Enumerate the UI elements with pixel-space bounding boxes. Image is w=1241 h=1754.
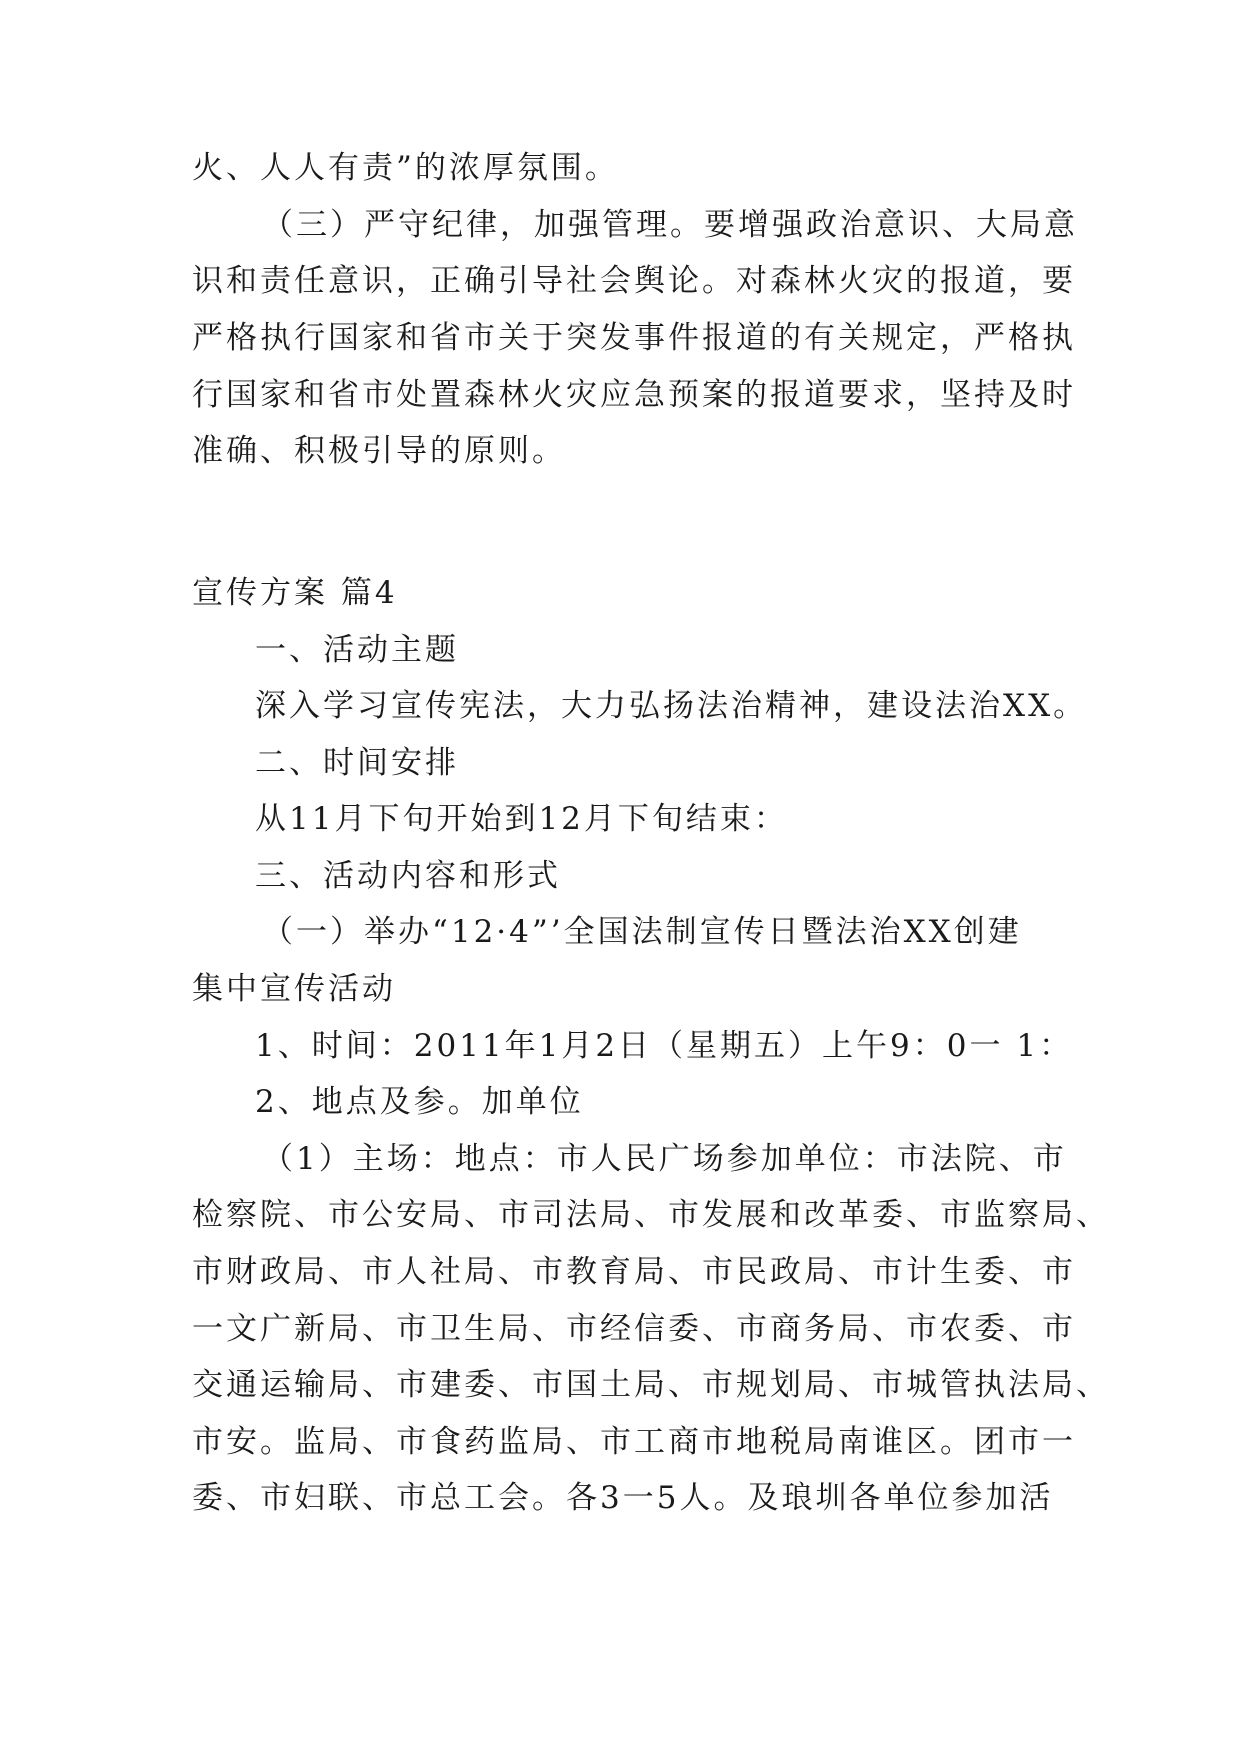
text-line: 委、市妇联、市总工会。各3一5人。及琅圳各单位参加活: [192, 1480, 1054, 1516]
text-line: 火、人人有责”的浓厚氛围。: [192, 150, 619, 186]
text-line: 准确、积极引导的原则。: [192, 433, 566, 469]
text-line: 2、地点及参。加单位: [255, 1084, 584, 1120]
text-line: 检察院、市公安局、市司法局、市发展和改革委、市监察局、: [192, 1197, 1110, 1233]
text-line: 深入学习宣传宪法，大力弘扬法治精神，建设法治XX。: [255, 688, 1088, 724]
text-line: 一文广新局、市卫生局、市经信委、市商务局、市农委、市: [192, 1311, 1076, 1347]
text-line: 行国家和省市处置森林火灾应急预案的报道要求，坚持及时: [192, 377, 1076, 413]
text-line: 交通运输局、市建委、市国土局、市规划局、市城管执法局、: [192, 1367, 1110, 1403]
text-line: 市财政局、市人社局、市教育局、市民政局、市计生委、市: [192, 1254, 1076, 1290]
text-line: 集中宣传活动: [192, 971, 396, 1007]
text-line: （1）主场：地点：市人民广场参加单位：市法院、市: [262, 1141, 1067, 1177]
section-heading: 宣传方案 篇4: [192, 575, 398, 611]
text-line: 严格执行国家和省市关于突发事件报道的有关规定，严格执: [192, 320, 1076, 356]
text-line: 一、活动主题: [255, 632, 459, 668]
text-line: 从11月下句开始到12月下旬结束：: [255, 801, 788, 837]
text-line: 二、时间安排: [255, 745, 459, 781]
text-line: 1、时间：2011年1月2日（星期五）上午9：0一 1：: [255, 1028, 1074, 1064]
text-line: 市安。监局、市食药监局、市工商市地税局南谁区。团市一: [192, 1424, 1076, 1460]
text-line: （三）严守纪律，加强管理。要增强政治意识、大局意: [262, 207, 1078, 243]
text-line: 识和责任意识，正确引导社会舆论。对森林火灾的报道，要: [192, 263, 1076, 299]
text-line: （一）举办“12·4”’全国法制宣传日暨法治XX创建: [262, 914, 1022, 950]
text-line: 三、活动内容和形式: [255, 858, 561, 894]
